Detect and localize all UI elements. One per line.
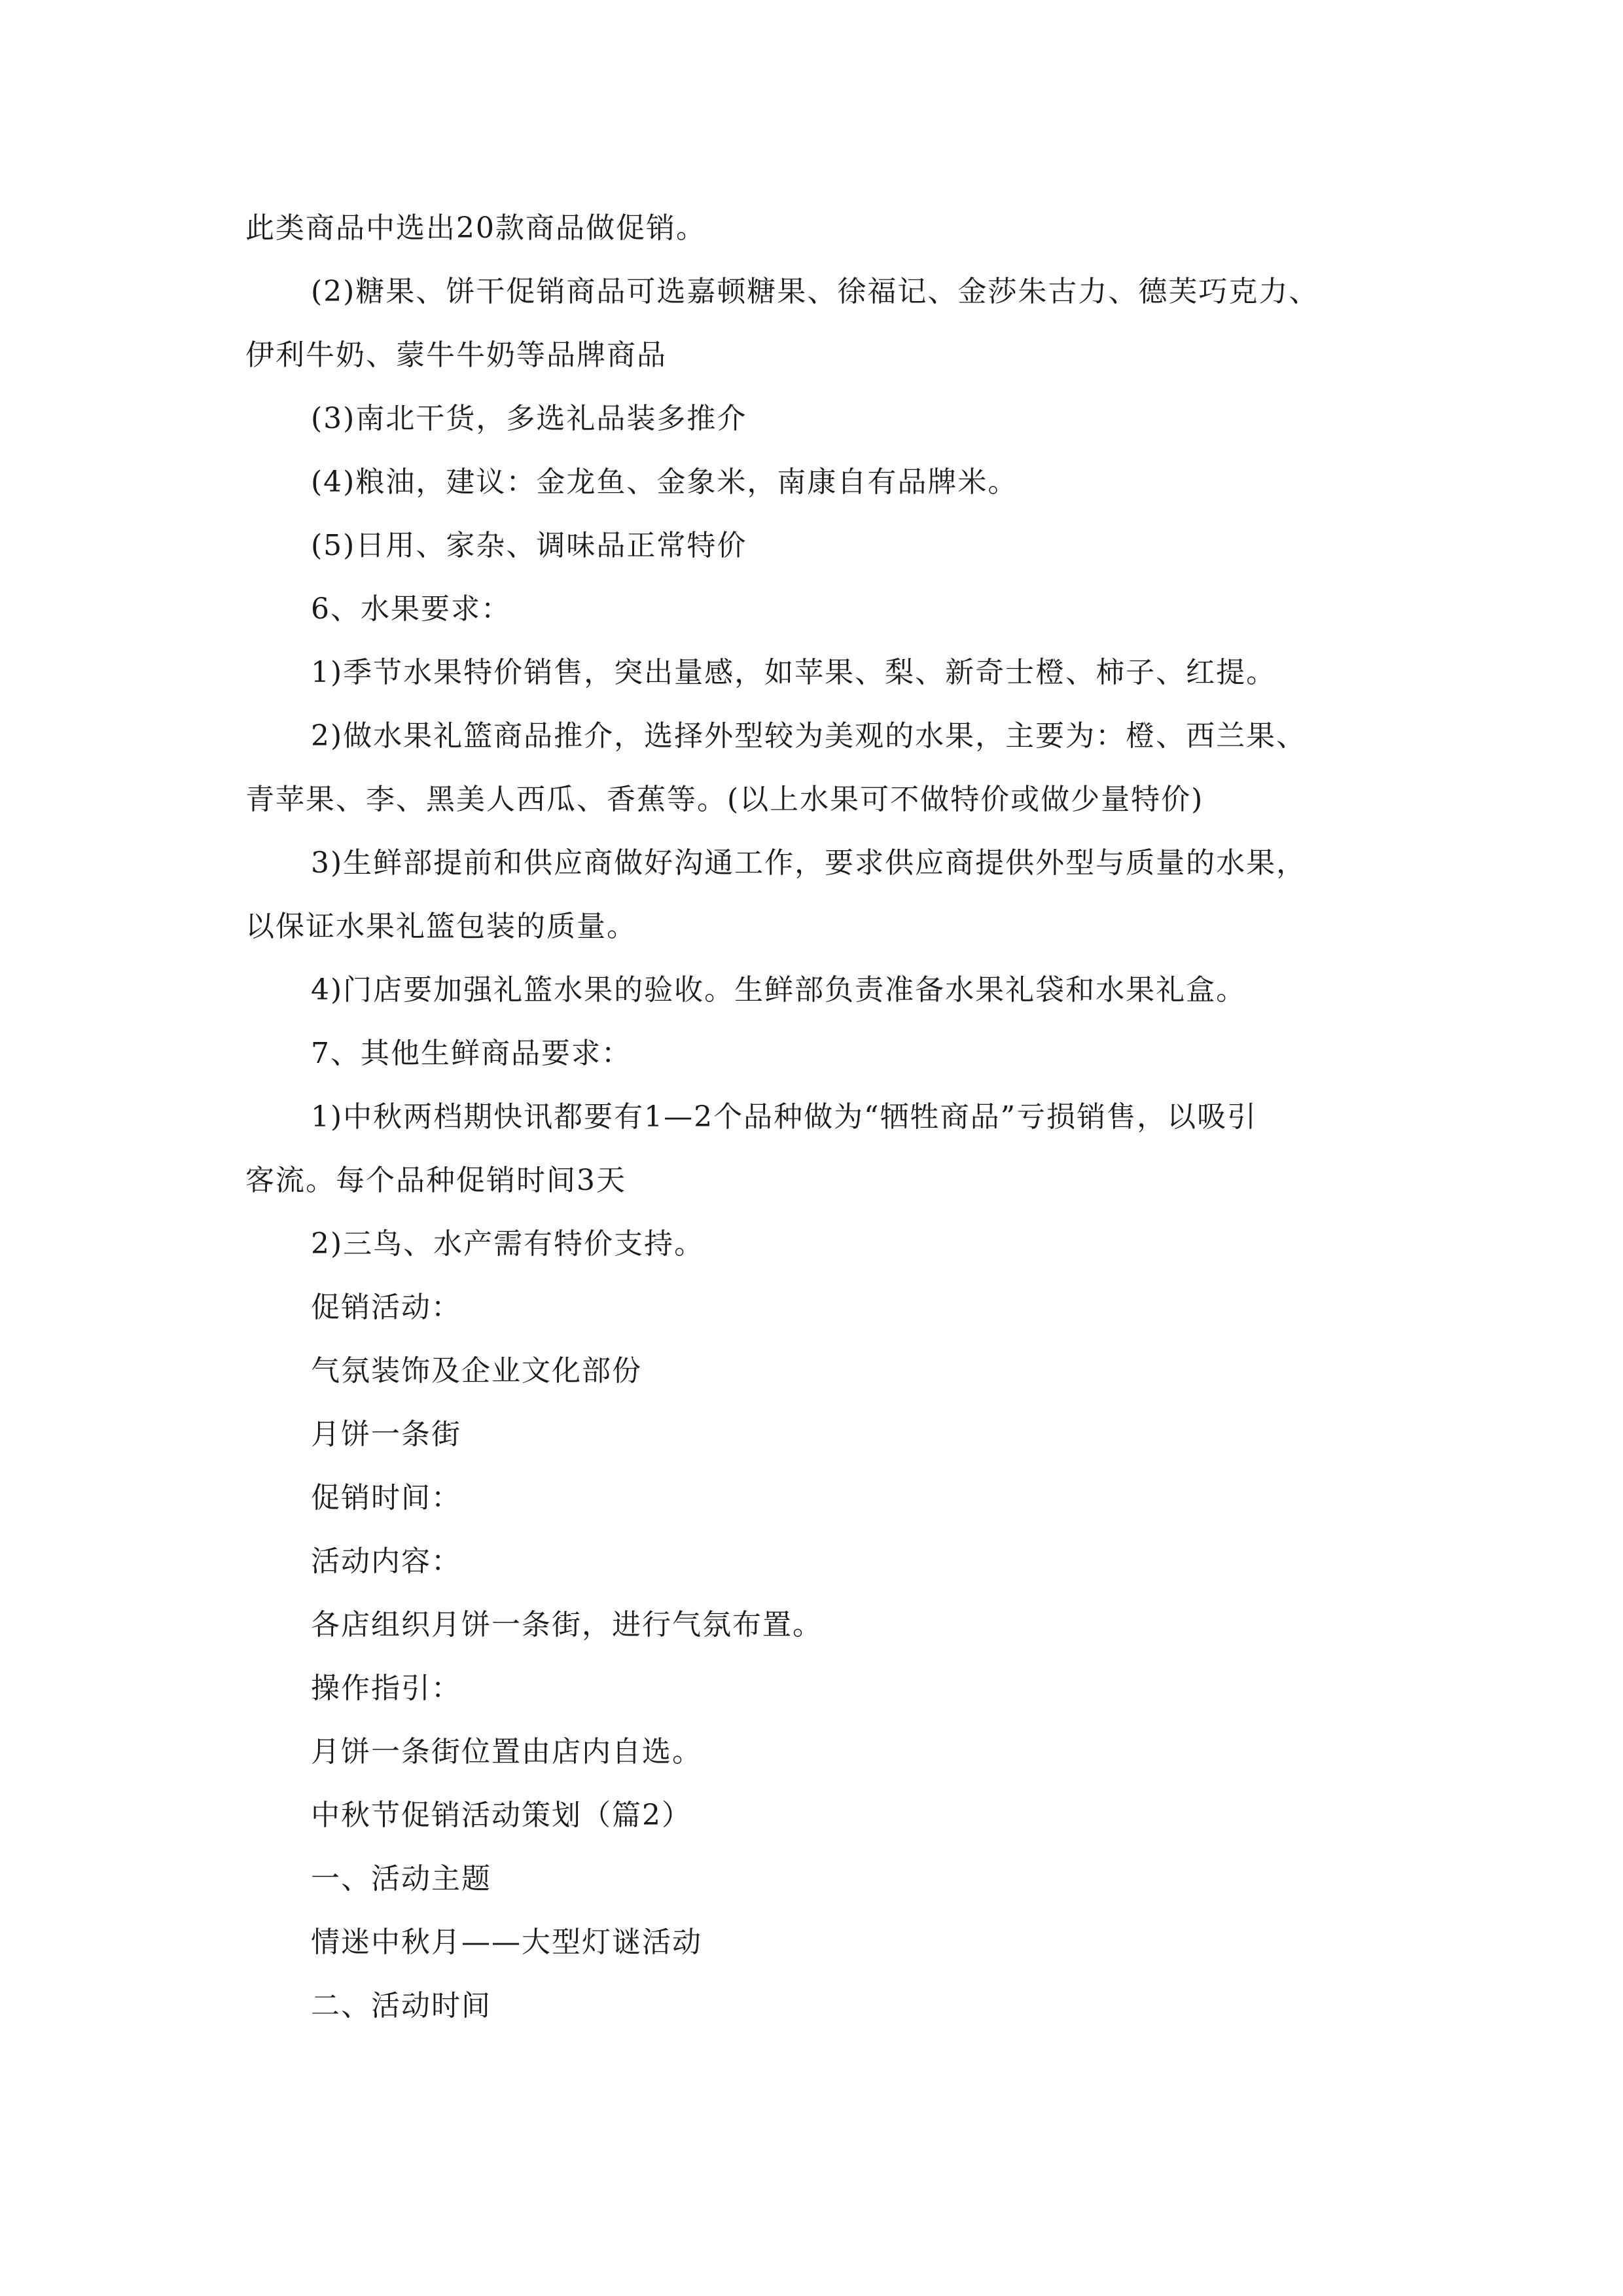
- text-line: 伊利牛奶、蒙牛牛奶等品牌商品: [245, 338, 667, 372]
- text-line: 1)中秋两档期快讯都要有1—2个品种做为“牺牲商品”亏损销售，以吸引: [311, 1100, 1258, 1134]
- text-line: 7、其他生鲜商品要求：: [311, 1037, 632, 1070]
- text-line: 操作指引：: [311, 1672, 461, 1705]
- text-line: 此类商品中选出20款商品做促销。: [245, 211, 706, 245]
- text-line: 青苹果、李、黑美人西瓜、香蕉等。(以上水果可不做特价或做少量特价): [245, 783, 1204, 816]
- text-line: (2)糖果、饼干促销商品可选嘉顿糖果、徐福记、金莎朱古力、德芙巧克力、: [311, 275, 1319, 308]
- text-line: 促销活动：: [311, 1291, 461, 1324]
- document-body: [245, 196, 1417, 2037]
- text-line: 各店组织月饼一条街，进行气氛布置。: [311, 1608, 823, 1641]
- text-line: 气氛装饰及企业文化部份: [311, 1354, 642, 1388]
- text-line: 月饼一条街位置由店内自选。: [311, 1735, 702, 1768]
- text-line: 客流。每个品种促销时间3天: [245, 1164, 626, 1197]
- text-line: 月饼一条街: [311, 1418, 461, 1451]
- text-line: 6、水果要求：: [311, 592, 511, 626]
- text-line: 促销时间：: [311, 1481, 461, 1515]
- text-line: 2)三鸟、水产需有特价支持。: [311, 1227, 705, 1261]
- text-line: 4)门店要加强礼篮水果的验收。生鲜部负责准备水果礼袋和水果礼盒。: [311, 973, 1247, 1007]
- text-line: (3)南北干货，多选礼品装多推介: [311, 402, 747, 435]
- text-line: 中秋节促销活动策划（篇2）: [311, 1799, 692, 1832]
- text-line: 二、活动时间: [311, 1989, 491, 2022]
- text-line: 1)季节水果特价销售，突出量感，如苹果、梨、新奇士橙、柿子、红提。: [311, 656, 1277, 689]
- text-line: 活动内容：: [311, 1545, 461, 1578]
- text-line: 情迷中秋月——大型灯谜活动: [311, 1926, 702, 1959]
- text-line: 一、活动主题: [311, 1862, 491, 1895]
- text-line: (4)粮油，建议：金龙鱼、金象米，南康自有品牌米。: [311, 465, 1018, 499]
- text-line: 2)做水果礼篮商品推介，选择外型较为美观的水果，主要为：橙、西兰果、: [311, 719, 1307, 753]
- text-line: (5)日用、家杂、调味品正常特价: [311, 529, 747, 562]
- text-line: 3)生鲜部提前和供应商做好沟通工作，要求供应商提供外型与质量的水果，: [311, 846, 1307, 880]
- text-line: 以保证水果礼篮包装的质量。: [245, 910, 637, 943]
